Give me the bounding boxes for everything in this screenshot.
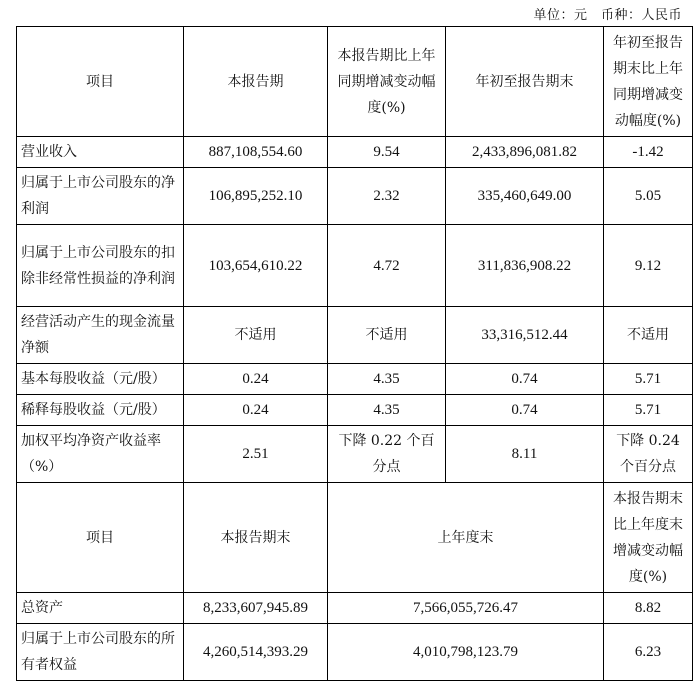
cell-prior-year-end: 4,010,798,123.79 xyxy=(328,624,604,681)
cell-yoy: 4.35 xyxy=(328,364,446,395)
cell-current: 106,895,252.10 xyxy=(184,168,328,225)
cell-current: 0.24 xyxy=(184,395,328,426)
table-row xyxy=(17,307,693,364)
row-item-label: 经营活动产生的现金流量净额 xyxy=(17,307,184,364)
cell-period-end: 8,233,607,945.89 xyxy=(184,593,328,624)
cell-change: 6.23 xyxy=(604,624,693,681)
cell-period-end: 4,260,514,393.29 xyxy=(184,624,328,681)
cell-ytd-yoy: 5.05 xyxy=(604,168,693,225)
header-item: 项目 xyxy=(17,27,184,137)
cell-prior-year-end: 7,566,055,726.47 xyxy=(328,593,604,624)
cell-ytd-yoy: 5.71 xyxy=(604,395,693,426)
cell-ytd: 0.74 xyxy=(446,364,604,395)
financial-data-table xyxy=(16,26,693,681)
header2-period-end: 本报告期末 xyxy=(184,483,328,593)
cell-current: 2.51 xyxy=(184,426,328,483)
header-current-period: 本报告期 xyxy=(184,27,328,137)
row-item-label: 稀释每股收益（元/股） xyxy=(17,395,184,426)
cell-current: 103,654,610.22 xyxy=(184,225,328,307)
cell-ytd: 335,460,649.00 xyxy=(446,168,604,225)
cell-yoy: 9.54 xyxy=(328,137,446,168)
cell-yoy: 下降 0.22 个百分点 xyxy=(328,426,446,483)
header2-change: 本报告期末比上年度末增减变动幅度(%) xyxy=(604,483,693,593)
table-row xyxy=(17,593,693,624)
cell-yoy: 不适用 xyxy=(328,307,446,364)
header-yoy-change: 本报告期比上年同期增减变动幅度(%) xyxy=(328,27,446,137)
table-header-row-2 xyxy=(17,483,693,593)
cell-ytd: 311,836,908.22 xyxy=(446,225,604,307)
cell-ytd-yoy: -1.42 xyxy=(604,137,693,168)
row-item-label: 归属于上市公司股东的净利润 xyxy=(17,168,184,225)
row-item-label: 加权平均净资产收益率（%） xyxy=(17,426,184,483)
cell-ytd: 33,316,512.44 xyxy=(446,307,604,364)
header2-item: 项目 xyxy=(17,483,184,593)
cell-current: 不适用 xyxy=(184,307,328,364)
table-row xyxy=(17,395,693,426)
cell-ytd: 0.74 xyxy=(446,395,604,426)
table-row xyxy=(17,364,693,395)
cell-ytd-yoy: 不适用 xyxy=(604,307,693,364)
row-item-label: 归属于上市公司股东的扣除非经常性损益的净利润 xyxy=(17,225,184,307)
table-row xyxy=(17,137,693,168)
cell-current: 887,108,554.60 xyxy=(184,137,328,168)
row-item-label: 基本每股收益（元/股） xyxy=(17,364,184,395)
cell-yoy: 4.35 xyxy=(328,395,446,426)
header2-prior-year-end: 上年度末 xyxy=(328,483,604,593)
table-header-row xyxy=(17,27,693,137)
cell-ytd-yoy: 5.71 xyxy=(604,364,693,395)
header-ytd: 年初至报告期末 xyxy=(446,27,604,137)
header-ytd-yoy-change: 年初至报告期末比上年同期增减变动幅度(%) xyxy=(604,27,693,137)
cell-yoy: 4.72 xyxy=(328,225,446,307)
cell-yoy: 2.32 xyxy=(328,168,446,225)
cell-ytd: 2,433,896,081.82 xyxy=(446,137,604,168)
cell-ytd-yoy: 9.12 xyxy=(604,225,693,307)
row-item-label: 归属于上市公司股东的所有者权益 xyxy=(17,624,184,681)
row-item-label: 营业收入 xyxy=(17,137,184,168)
table-row xyxy=(17,624,693,681)
table-row xyxy=(17,426,693,483)
cell-current: 0.24 xyxy=(184,364,328,395)
cell-ytd: 8.11 xyxy=(446,426,604,483)
table-row xyxy=(17,225,693,307)
cell-change: 8.82 xyxy=(604,593,693,624)
row-item-label: 总资产 xyxy=(17,593,184,624)
table-row xyxy=(17,168,693,225)
unit-currency-note: 单位：元 币种：人民币 xyxy=(533,8,682,23)
cell-ytd-yoy: 下降 0.24 个百分点 xyxy=(604,426,693,483)
